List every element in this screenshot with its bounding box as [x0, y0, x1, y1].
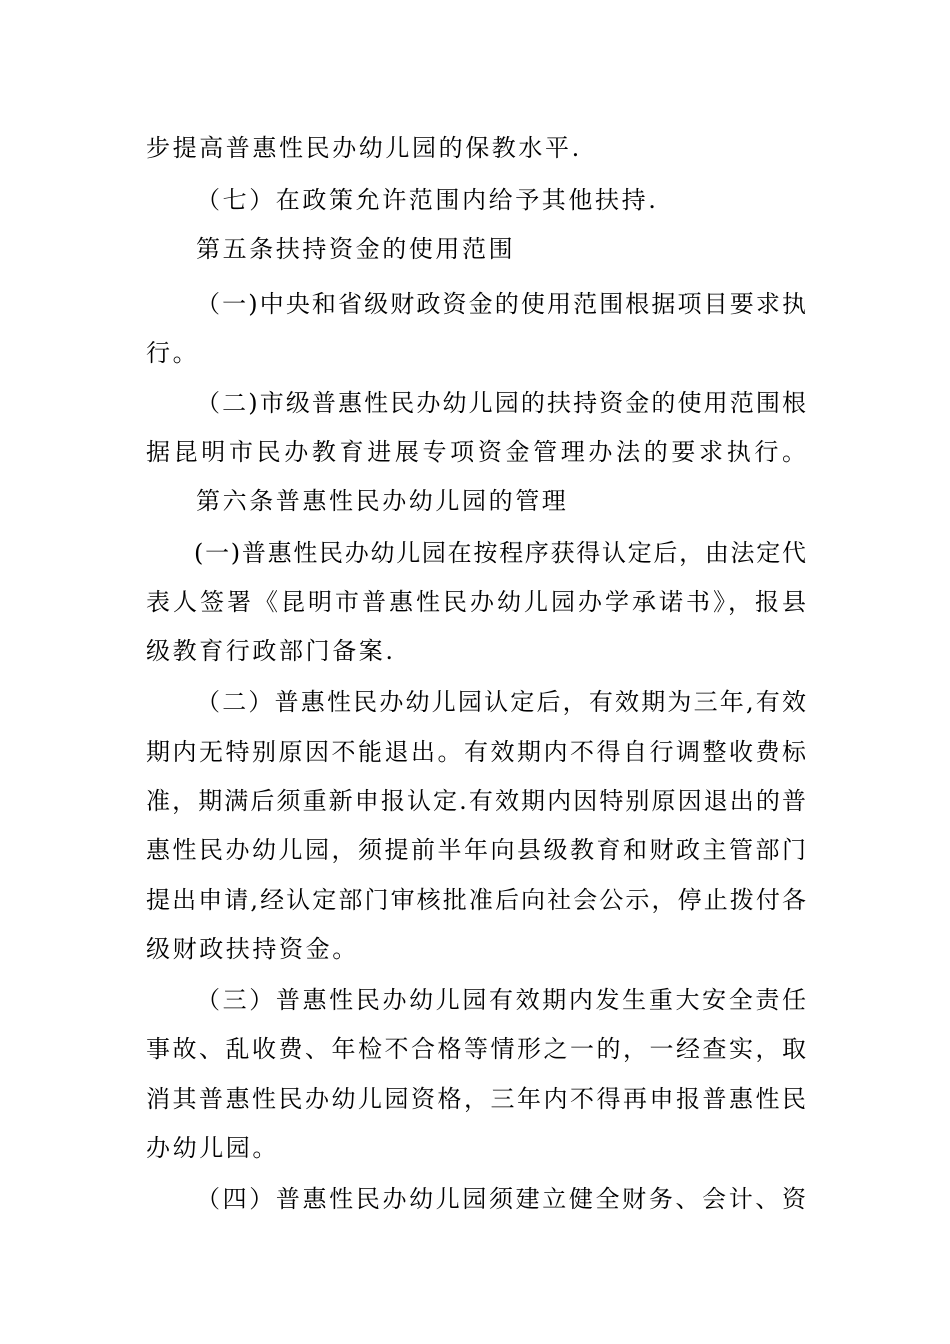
section-heading: 第六条普惠性民办幼儿园的管理	[196, 487, 569, 515]
text-line: 消其普惠性民办幼儿园资格，三年内不得再申报普惠性民	[146, 1085, 806, 1113]
text-line: （四）普惠性民办幼儿园须建立健全财务、会计、资	[196, 1185, 806, 1213]
text-line: 行。	[146, 339, 200, 367]
text-line: （三）普惠性民办幼儿园有效期内发生重大安全责任	[196, 986, 806, 1014]
text-line: （二)市级普惠性民办幼儿园的扶持资金的使用范围根	[196, 389, 806, 417]
text-line: 级教育行政部门备案.	[146, 637, 396, 665]
text-line: （一)中央和省级财政资金的使用范围根据项目要求执	[196, 290, 806, 318]
text-line: 期内无特别原因不能退出。有效期内不得自行调整收费标	[146, 738, 806, 766]
text-line: (一)普惠性民办幼儿园在按程序获得认定后，由法定代	[194, 539, 806, 567]
text-line: 事故、乱收费、年检不合格等情形之一的，一经查实，取	[146, 1035, 806, 1063]
text-line: 提出申请,经认定部门审核批准后向社会公示，停止拨付各	[146, 886, 806, 914]
text-line: 准，期满后须重新申报认定.有效期内因特别原因退出的普	[146, 787, 806, 815]
section-heading: 第五条扶持资金的使用范围	[196, 235, 516, 263]
text-line: （二）普惠性民办幼儿园认定后，有效期为三年,有效	[196, 688, 806, 716]
text-line: 级财政扶持资金。	[146, 935, 359, 963]
text-line: 表人签署《昆明市普惠性民办幼儿园办学承诺书》，报县	[146, 588, 806, 616]
text-line: 步提高普惠性民办幼儿园的保教水平.	[146, 134, 582, 162]
text-line: 惠性民办幼儿园，须提前半年向县级教育和财政主管部门	[146, 836, 806, 864]
text-line: （七）在政策允许范围内给予其他扶持.	[196, 186, 659, 214]
text-line: 据昆明市民办教育进展专项资金管理办法的要求执行。	[146, 438, 806, 466]
text-line: 办幼儿园。	[146, 1134, 279, 1162]
